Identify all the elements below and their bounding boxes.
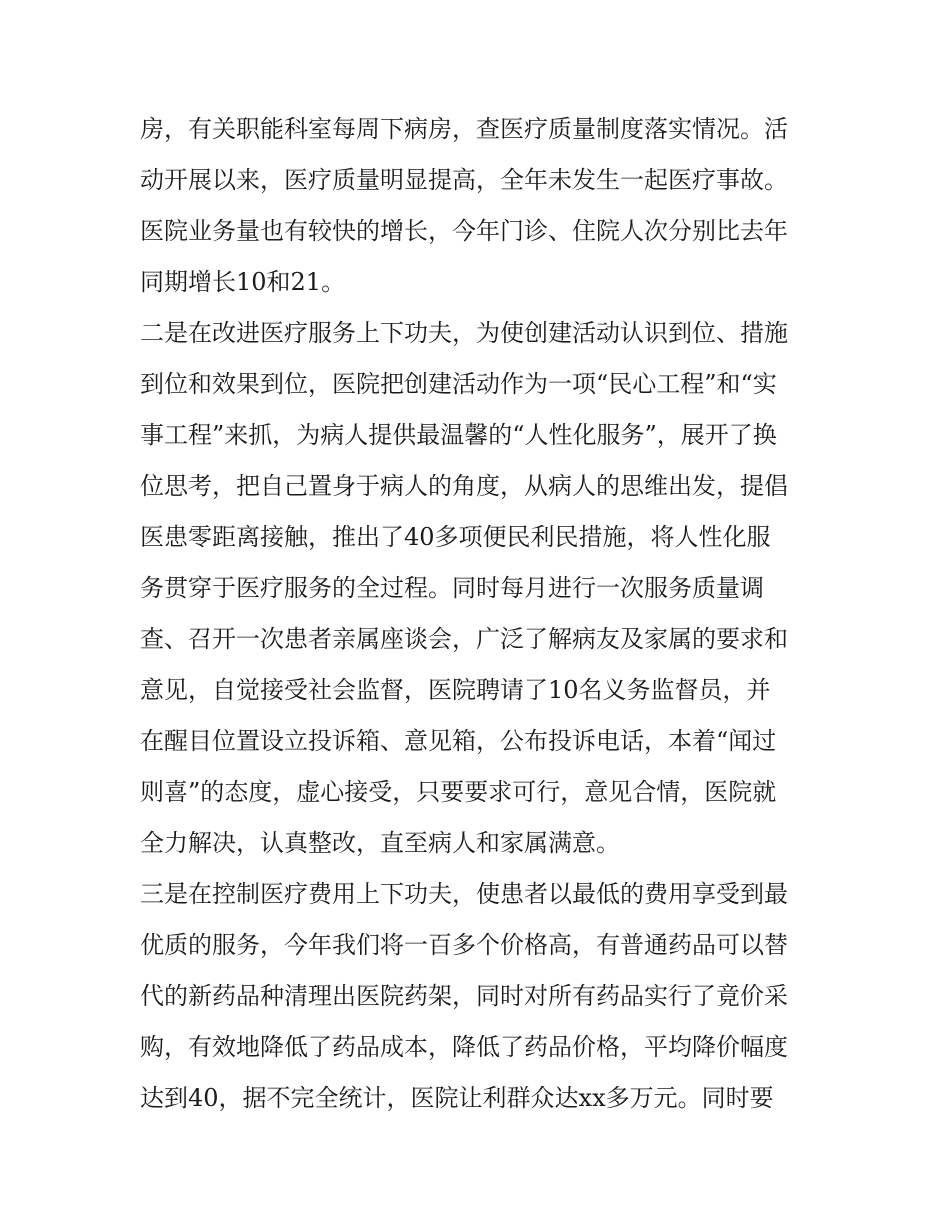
text-line: 达到40，据不完全统计，医院让利群众达xx多万元。同时要 bbox=[140, 1084, 774, 1112]
text-line: 到位和效果到位，医院把创建活动作为一项“民心工程”和“实 bbox=[140, 370, 777, 398]
document-body bbox=[140, 104, 815, 1124]
text-line: 同期增长10和21。 bbox=[140, 268, 346, 296]
text-line: 医院业务量也有较快的增长，今年门诊、住院人次分别比去年 bbox=[140, 217, 788, 245]
text-line: 三是在控制医疗费用上下功夫，使患者以最低的费用享受到最 bbox=[140, 880, 788, 908]
text-line: 位思考，把自己置身于病人的角度，从病人的思维出发，提倡 bbox=[140, 472, 788, 500]
text-line: 在醒目位置设立投诉箱、意见箱，公布投诉电话，本着“闻过 bbox=[140, 727, 777, 755]
text-line: 事工程”来抓，为病人提供最温馨的“人性化服务”，展开了换 bbox=[140, 421, 777, 449]
text-line: 查、召开一次患者亲属座谈会，广泛了解病友及家属的要求和 bbox=[140, 625, 788, 653]
text-line: 购，有效地降低了药品成本，降低了药品价格，平均降价幅度 bbox=[140, 1033, 788, 1061]
text-line: 代的新药品种清理出医院药架，同时对所有药品实行了竟价采 bbox=[140, 982, 788, 1010]
text-line: 优质的服务，今年我们将一百多个价格高，有普通药品可以替 bbox=[140, 931, 788, 959]
text-line: 务贯穿于医疗服务的全过程。同时每月进行一次服务质量调 bbox=[140, 574, 764, 602]
text-line: 医患零距离接触，推出了40多项便民利民措施，将人性化服 bbox=[140, 523, 771, 551]
text-line: 房，有关职能科室每周下病房，查医疗质量制度落实情况。活 bbox=[140, 115, 788, 143]
text-line: 二是在改进医疗服务上下功夫，为使创建活动认识到位、措施 bbox=[140, 319, 788, 347]
text-line: 动开展以来，医疗质量明显提高，全年未发生一起医疗事故。 bbox=[140, 166, 788, 194]
text-line: 则喜”的态度，虚心接受，只要要求可行，意见合情，医院就 bbox=[140, 778, 777, 806]
text-line: 全力解决，认真整改，直至病人和家属满意。 bbox=[140, 829, 620, 857]
text-line: 意见，自觉接受社会监督，医院聘请了10名义务监督员，并 bbox=[140, 676, 771, 704]
